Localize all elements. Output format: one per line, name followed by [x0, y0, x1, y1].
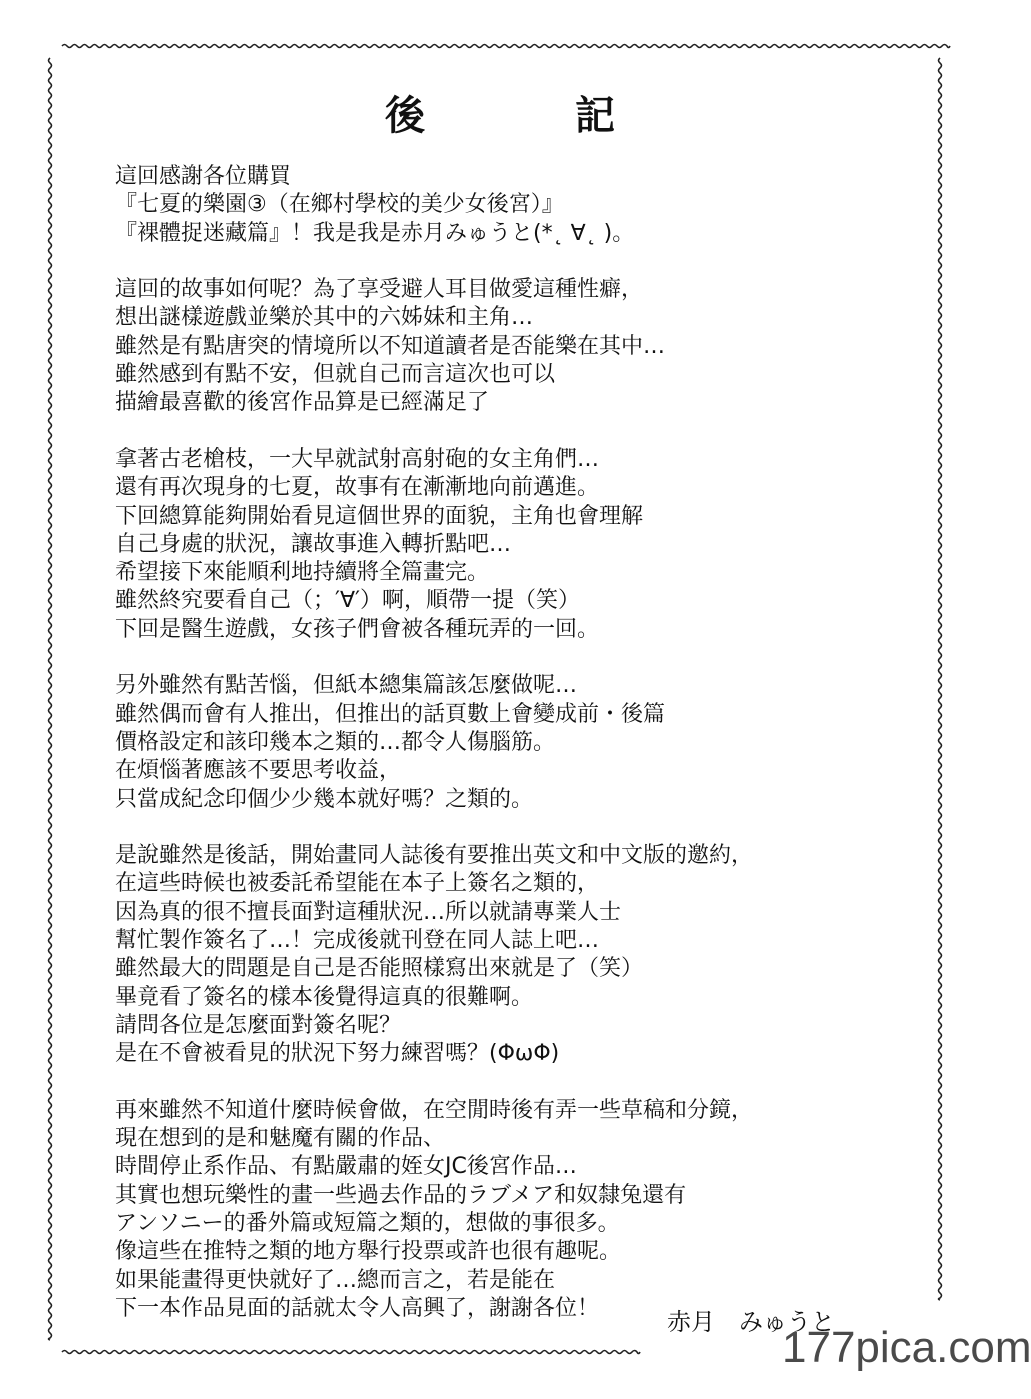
paragraph	[115, 163, 875, 248]
text-line: 雖然是有點唐突的情境所以不知道讀者是否能樂在其中…	[115, 333, 666, 359]
text-line: アンソニー的番外篇或短篇之類的，想做的事很多。	[115, 1210, 620, 1236]
text-line: 這回的故事如何呢？為了享受避人耳目做愛這種性癖，	[115, 277, 644, 303]
text-line: 拿著古老槍枝，一大早就試射高射砲的女主角們…	[115, 446, 600, 472]
text-line: 只當成紀念印個少少幾本就好嗎？之類的。	[115, 786, 534, 812]
paragraph	[115, 446, 875, 644]
text-line: 雖然感到有點不安，但就自己而言這次也可以	[115, 362, 556, 388]
text-line: 請問各位是怎麼面對簽名呢？	[115, 1012, 402, 1038]
text-line: 現在想到的是和魅魔有關的作品、	[115, 1126, 446, 1152]
text-line: 因為真的很不擅長面對這種狀況…所以就請專業人士	[115, 899, 622, 925]
afterword-body	[115, 163, 875, 1351]
title-char-2: 記	[575, 92, 615, 139]
text-line: 下回總算能夠開始看見這個世界的面貌，主角也會理解	[115, 503, 644, 529]
author-signature: 赤月 みゅうと	[667, 1308, 835, 1336]
site-watermark: 177pica.com	[782, 1323, 1031, 1372]
text-line: 雖然最大的問題是自己是否能照樣寫出來就是了（笑）	[115, 956, 644, 982]
border-right-wave	[939, 58, 942, 1300]
text-line: 還有再次現身的七夏，故事有在漸漸地向前邁進。	[115, 475, 600, 501]
text-line: 『裸體捉迷藏篇』！我是我是赤月みゅうと(*˛ ∀˛ )。	[115, 220, 635, 246]
text-line: 其實也想玩樂性的畫一些過去作品的ラブメア和奴隸兔還有	[115, 1182, 687, 1208]
text-line: 價格設定和該印幾本之類的…都令人傷腦筋。	[115, 729, 556, 755]
text-line: 在煩惱著應該不要思考收益，	[115, 758, 402, 784]
text-line: 是說雖然是後話，開始畫同人誌後有要推出英文和中文版的邀約，	[115, 843, 754, 869]
text-line: 像這些在推特之類的地方舉行投票或許也很有趣呢。	[115, 1239, 622, 1265]
text-line: 自己身處的狀況，讓故事進入轉折點吧…	[115, 531, 512, 557]
text-line: 雖然終究要看自己（；′∀′）啊，順帶一提（笑）	[115, 588, 581, 614]
text-line: 想出謎樣遊戲並樂於其中的六姊妹和主角…	[115, 305, 534, 331]
text-line: 下回是醫生遊戲，女孩子們會被各種玩弄的一回。	[115, 616, 600, 642]
text-line: 在這些時候也被委託希望能在本子上簽名之類的，	[115, 871, 600, 897]
paragraph	[115, 842, 875, 1068]
text-line: 雖然偶而會有人推出，但推出的話頁數上會變成前・後篇	[115, 701, 666, 727]
text-line: 再來雖然不知道什麼時候會做，在空閒時後有弄一些草稿和分鏡，	[115, 1097, 754, 1123]
text-line: 如果能畫得更快就好了…總而言之，若是能在	[115, 1267, 556, 1293]
text-line: 另外雖然有點苦惱，但紙本總集篇該怎麼做呢…	[115, 673, 578, 699]
text-line: 這回感謝各位購買	[115, 164, 292, 189]
paragraph	[115, 672, 875, 813]
paragraph	[115, 276, 875, 417]
border-top-wave	[62, 45, 950, 48]
text-line: 下一本作品見面的話就太令人高興了，謝謝各位！	[115, 1295, 600, 1321]
text-line: 畢竟看了簽名的樣本後覺得這真的很難啊。	[115, 984, 534, 1010]
text-line: 描繪最喜歡的後宮作品算是已經滿足了	[115, 390, 490, 416]
text-line: 時間停止系作品、有點嚴肅的姪女JC後宮作品…	[115, 1154, 577, 1180]
paragraph	[115, 1097, 875, 1323]
text-line: 幫忙製作簽名了…！完成後就刊登在同人誌上吧…	[115, 928, 600, 954]
text-line: 『七夏的樂園③（在鄉村學校的美少女後宮）』	[115, 192, 564, 218]
text-line: 希望接下來能順利地持續將全篇畫完。	[115, 560, 490, 586]
border-left-wave	[49, 58, 52, 1340]
text-line: 是在不會被看見的狀況下努力練習嗎？(ΦωΦ)	[115, 1041, 560, 1067]
page-title	[0, 84, 1000, 141]
title-char-1: 後	[385, 92, 425, 139]
